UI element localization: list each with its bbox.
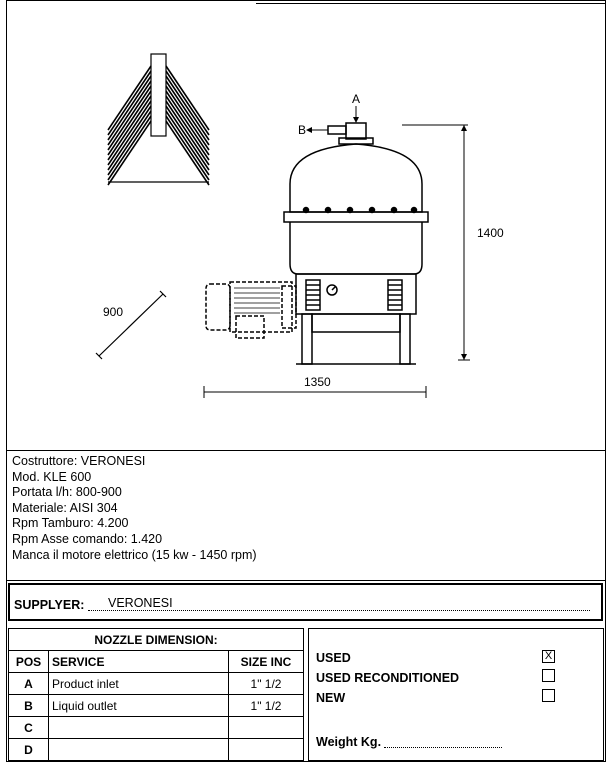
used-label: USED	[316, 651, 351, 665]
cell-size: 1" 1/2	[229, 673, 304, 695]
table-row	[9, 695, 304, 717]
header-pos: POS	[9, 651, 49, 673]
cell-service: Liquid outlet	[49, 695, 229, 717]
cell-size	[229, 717, 304, 739]
cell-service	[49, 717, 229, 739]
spec-line: Manca il motore elettrico (15 kw - 1450 rpm)	[12, 547, 257, 562]
weight-label: Weight Kg.	[316, 735, 382, 749]
orientation-symbol	[108, 54, 209, 185]
nozzle-table	[8, 628, 304, 761]
spec-line: Materiale: AISI 304	[12, 500, 118, 515]
cell-pos: B	[9, 695, 49, 717]
new-checkbox[interactable]	[542, 689, 555, 702]
label-a: A	[352, 92, 361, 106]
spec-line: Portata l/h: 800-900	[12, 485, 122, 500]
specifications	[12, 454, 257, 563]
table-row	[9, 739, 304, 761]
drawing-divider	[6, 450, 606, 451]
specs-divider	[6, 580, 606, 581]
weight-line	[384, 734, 502, 748]
dim-height: 1400	[477, 226, 504, 240]
cell-size	[229, 739, 304, 761]
spec-line: Mod. KLE 600	[12, 469, 92, 484]
used-reconditioned-checkbox[interactable]	[542, 669, 555, 682]
table-row	[9, 717, 304, 739]
used-reconditioned-label: USED RECONDITIONED	[316, 671, 460, 685]
nozzle-title: NOZZLE DIMENSION:	[9, 629, 304, 651]
cell-service: Product inlet	[49, 673, 229, 695]
dim-depth: 900	[103, 305, 124, 319]
cell-size: 1" 1/2	[229, 695, 304, 717]
cell-pos: D	[9, 739, 49, 761]
table-row	[9, 673, 304, 695]
supplier-label: SUPPLYER:	[14, 598, 85, 612]
supplier-value: VERONESI	[108, 596, 173, 610]
cell-service	[49, 739, 229, 761]
used-checkbox[interactable]: X	[542, 650, 555, 663]
spec-line: Rpm Asse comando: 1.420	[12, 531, 163, 546]
new-label: NEW	[316, 691, 346, 705]
spec-line: Rpm Tamburo: 4.200	[12, 516, 129, 531]
motor-outline	[206, 282, 296, 338]
dim-width: 1350	[304, 375, 331, 389]
header-service: SERVICE	[49, 651, 229, 673]
cell-pos: A	[9, 673, 49, 695]
centrifuge	[284, 123, 428, 364]
label-b: B	[298, 123, 307, 137]
cell-pos: C	[9, 717, 49, 739]
header-size: SIZE INC	[229, 651, 304, 673]
spec-line: Costruttore: VERONESI	[12, 454, 146, 468]
machine-drawing	[6, 4, 606, 450]
